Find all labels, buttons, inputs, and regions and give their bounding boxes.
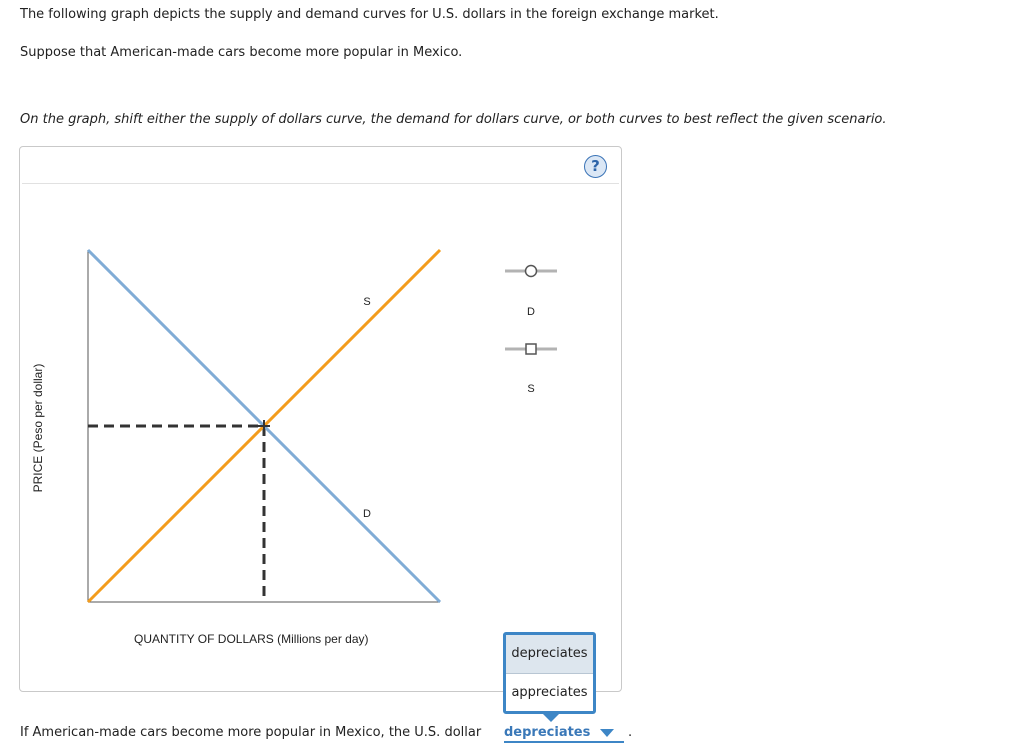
instruction-text: On the graph, shift either the supply of dollars curve, the demand for dollars curve, or both curves to best reflect the given scenario.	[20, 112, 887, 127]
answer-sentence: If American-made cars become more popular in Mexico, the U.S. dollar	[20, 725, 482, 740]
answer-select[interactable]	[504, 725, 624, 743]
answer-period: .	[628, 725, 633, 740]
intro-text-1: The following graph depicts the supply and demand curves for U.S. dollars in the foreign exchange market.	[20, 7, 719, 22]
supply-tool-handle-icon[interactable]	[526, 344, 536, 354]
answer-selected-value[interactable]: depreciates	[504, 725, 591, 740]
dropdown-arrow-icon[interactable]	[600, 729, 614, 737]
intro-text-2: Suppose that American-made cars become more popular in Mexico.	[20, 45, 463, 60]
demand-tool-handle-icon[interactable]	[526, 266, 537, 277]
x-axis-label: QUANTITY OF DOLLARS (Millions per day)	[134, 632, 369, 646]
demand-tool[interactable]	[505, 266, 557, 277]
help-button[interactable]: ?	[584, 155, 607, 178]
supply-curve-label: S	[363, 296, 371, 308]
dropdown-option-depreciates[interactable]: depreciates	[506, 635, 593, 674]
dropdown-pointer-icon	[542, 713, 560, 722]
demand-tool-label: D	[527, 306, 535, 318]
demand-curve-label: D	[363, 508, 371, 520]
answer-dropdown-menu	[503, 632, 596, 714]
y-axis-label: PRICE (Peso per dollar)	[31, 363, 45, 493]
dropdown-option-appreciates[interactable]: appreciates	[511, 685, 588, 700]
supply-tool[interactable]	[505, 344, 557, 354]
supply-tool-label: S	[527, 383, 535, 395]
